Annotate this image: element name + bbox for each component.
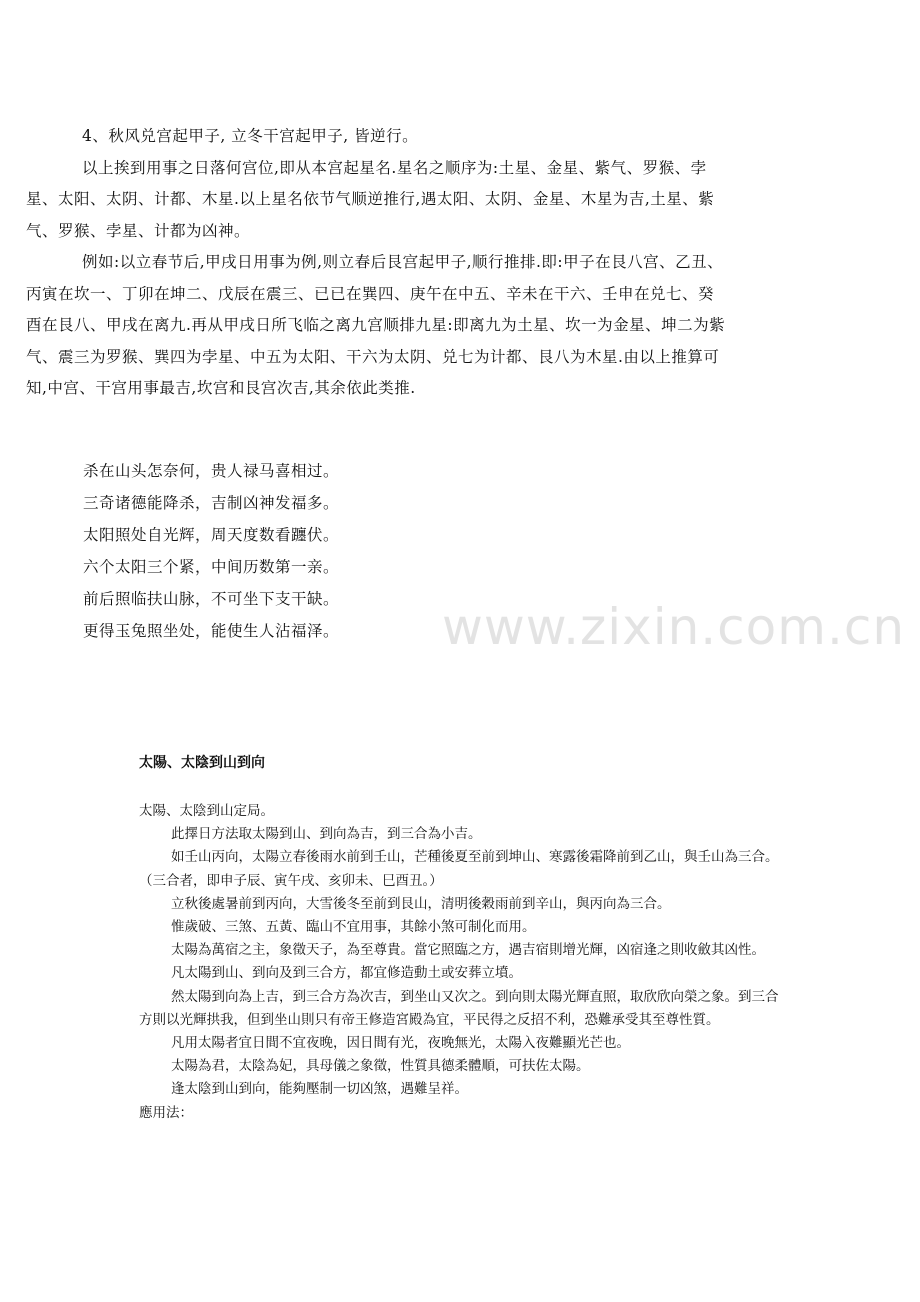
section-heading: 太陽、太陰到山到向 <box>139 755 265 771</box>
paragraph-usage: 應用法： <box>139 1104 193 1121</box>
poem-line: 前后照临扶山脉，不可坐下支干缺。 <box>83 590 340 608</box>
paragraph: 此擇日方法取太陽到山、到向為吉，到三合為小吉。 <box>171 826 482 843</box>
paragraph: 立秋後處暑前到丙向，大雪後冬至前到艮山，清明後穀雨前到辛山，與丙向為三合。 <box>171 895 671 912</box>
paragraph: 然太陽到向為上吉，到三合方為次吉，到坐山又次之。到向則太陽光輝直照，取欣欣向榮之象。到三合方則以光輝拱我，但到坐山則只有帝王修造宮殿為宜，平民得之反招不利，恐難承受其至尊性質。 <box>139 988 779 1028</box>
paragraph: 如壬山丙向，太陽立春後雨水前到壬山，芒種後夏至前到坤山、寒露後霜降前到乙山，與壬山為三合。（三合者，即申子辰、寅午戌、亥卯未、巳酉丑。） <box>139 849 779 889</box>
paragraph-example: 例如:以立春节后,甲戌日用事为例,则立春后艮宫起甲子,顺行推排.即:甲子在艮八宫、乙丑、丙寅在坎一、丁卯在坤二、戊辰在震三、已已在巽四、庚午在中五、辛未在干六、壬申在兑七、癸酉在艮八、甲戌在离九.再从甲戌日所飞临之离九宫顺排九星:即离九为土星、坎一为金星、坤二为紫气、震三为罗猴、巽四为孛星、中五为太阳、干六为太阴、兑七为计都、艮八为木星.由以上推算可知,中宫、干宫用事最吉,坎宫和艮宫次吉,其余依此类推. <box>26 253 726 397</box>
paragraph: 太陽、太陰到山定局。 <box>139 803 274 819</box>
poem-line: 三奇诸德能降杀，吉制凶神发福多。 <box>83 494 340 512</box>
paragraph: 惟歲破、三煞、五黃、臨山不宜用事，其餘小煞可制化而用。 <box>171 919 536 936</box>
section-2 <box>139 800 787 1125</box>
paragraph: 凡用太陽者宜日間不宜夜晚，因日間有光，夜晚無光，太陽入夜難顯光芒也。 <box>171 1035 630 1052</box>
poem-line: 六个太阳三个紧，中间历数第一亲。 <box>83 558 340 576</box>
paragraph: 凡太陽到山、到向及到三合方，都宜修造動土或安葬立墳。 <box>171 965 522 982</box>
poem-line: 太阳照处自光辉，周天度数看躔伏。 <box>83 526 340 544</box>
paragraph: 太陽為萬宿之主，象徵天子，為至尊貴。當它照臨之方，遇吉宿則增光輝，凶宿逢之則收斂其凶性。 <box>171 942 765 959</box>
poem-line: 更得玉兔照坐处，能使生人沾福泽。 <box>83 622 340 640</box>
section-1 <box>26 121 726 405</box>
poem <box>83 455 339 647</box>
poem-line: 杀在山头怎奈何，贵人禄马喜相过。 <box>83 462 340 480</box>
watermark: www.zixin.com.cn <box>442 598 906 656</box>
paragraph-star-order: 以上挨到用事之日落何宫位,即从本宫起星名.星名之顺序为:土星、金星、紫气、罗猴、孛星、太阳、太阴、计都、木星.以上星名依节气顺逆推行,遇太阳、太阴、金星、木星为吉,土星、紫气、罗猴、孛星、计都为凶神。 <box>26 158 715 240</box>
paragraph: 太陽為君，太陰為妃，具母儀之象徵，性質具德柔體順，可扶佐太陽。 <box>171 1058 590 1075</box>
paragraph: 逢太陰到山到向，能夠壓制一切凶煞，遇難呈祥。 <box>171 1081 468 1098</box>
paragraph-autumn-winter: 4、秋风兑宫起甲子, 立冬干宫起甲子, 皆逆行。 <box>82 127 419 145</box>
